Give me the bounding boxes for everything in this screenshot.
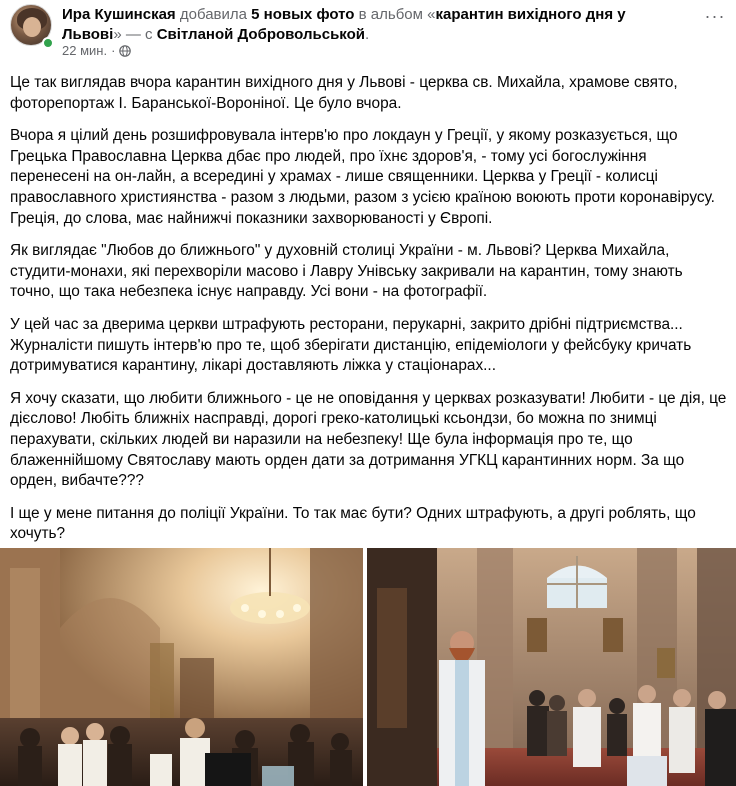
post-header xyxy=(0,0,736,56)
post-meta xyxy=(62,43,131,59)
church-altar-clergy-image xyxy=(367,548,736,786)
action-text: добавила xyxy=(179,6,247,23)
church-photo-2[interactable] xyxy=(367,548,736,786)
meta-separator: · xyxy=(111,43,116,58)
post-paragraph: Це так виглядав вчора карантин вихідного дня у Львові - церква св. Михайла, храмове свято, фоторепортаж І. Баранської-Вороніної. Це було вчора. xyxy=(10,74,678,112)
church-interior-crowd-image xyxy=(0,548,363,786)
photo-grid xyxy=(0,548,736,786)
post-paragraph: Вчора я цілий день розшифровувала інтерв'ю про локдаун у Греції, у якому розказується, що Грецька Православна Церква дбає про людей, про їхнє здоров'я, - тому усі богослужіння перенесені на он-лайн, а всередині у храмах - лише священники. Церква у Греції - колисці православного християнства - разом з людьми, разом з усією країною воюють проти коронавірусу. Греція, до слова, має найнижчі показники захворюваності у Європі. xyxy=(10,127,715,227)
post-paragraph: У цей час за дверима церкви штрафують ресторани, перукарні, закрито дрібні підтриємства... Журналісти пишуть інтерв'ю про те, щоб зберігати дистанцію, епідеміологи у фейсбуку кричать дотримуватися карантину, лікарі доставляють ліжка у стаціонарах... xyxy=(10,315,692,375)
album-link[interactable]: карантин вихідного дня у Львові xyxy=(62,6,626,43)
avatar-face xyxy=(23,17,41,37)
post-timestamp[interactable]: 22 мин. xyxy=(62,43,108,58)
online-status-dot xyxy=(42,37,54,49)
photo-count-link[interactable]: 5 новых фото xyxy=(251,6,355,23)
post-header-line xyxy=(62,5,674,45)
church-photo-1[interactable] xyxy=(0,548,363,786)
tagged-person-link[interactable]: Світланой Добровольськой xyxy=(156,26,365,43)
more-options-icon: ··· xyxy=(704,5,726,26)
album-suffix: » — с xyxy=(113,26,153,43)
post-body xyxy=(10,73,730,557)
post-paragraph: Як виглядає "Любов до ближнього" у духовній столиці України - м. Львові? Церква Михайла, студити-монахи, які перехворіли масово і Лавру Унівську закривали на карантин, тому знають точно, що така небезпека існує направду. Усі вони - на фотографії. xyxy=(10,242,683,301)
author-name-link[interactable]: Ира Кушинская xyxy=(62,6,176,23)
globe-icon[interactable] xyxy=(119,45,131,57)
album-prefix: в альбом « xyxy=(358,6,436,23)
post-paragraph: Я хочу сказати, що любити ближнього - це не оповідання у церквах розказувати! Любити - це дія, це дієслово! Любіть ближніх насправді, дорогі греко-католицькі ксьондзи, бо можна по знимці перахувати, скільких людей ви наразили на небезпеку! Ще була інформація про те, що блаженнійшому Святославу мають орден дати за дотримання УГКЦ карантинних норм. За що орден, вибачте??? xyxy=(10,389,727,490)
post-paragraph: І ще у мене питання до поліції України. То так має бути? Одних штрафують, а другі роблять, що хочуть? xyxy=(10,504,696,543)
more-options-button[interactable] xyxy=(700,4,730,28)
end-punct: . xyxy=(364,26,370,43)
